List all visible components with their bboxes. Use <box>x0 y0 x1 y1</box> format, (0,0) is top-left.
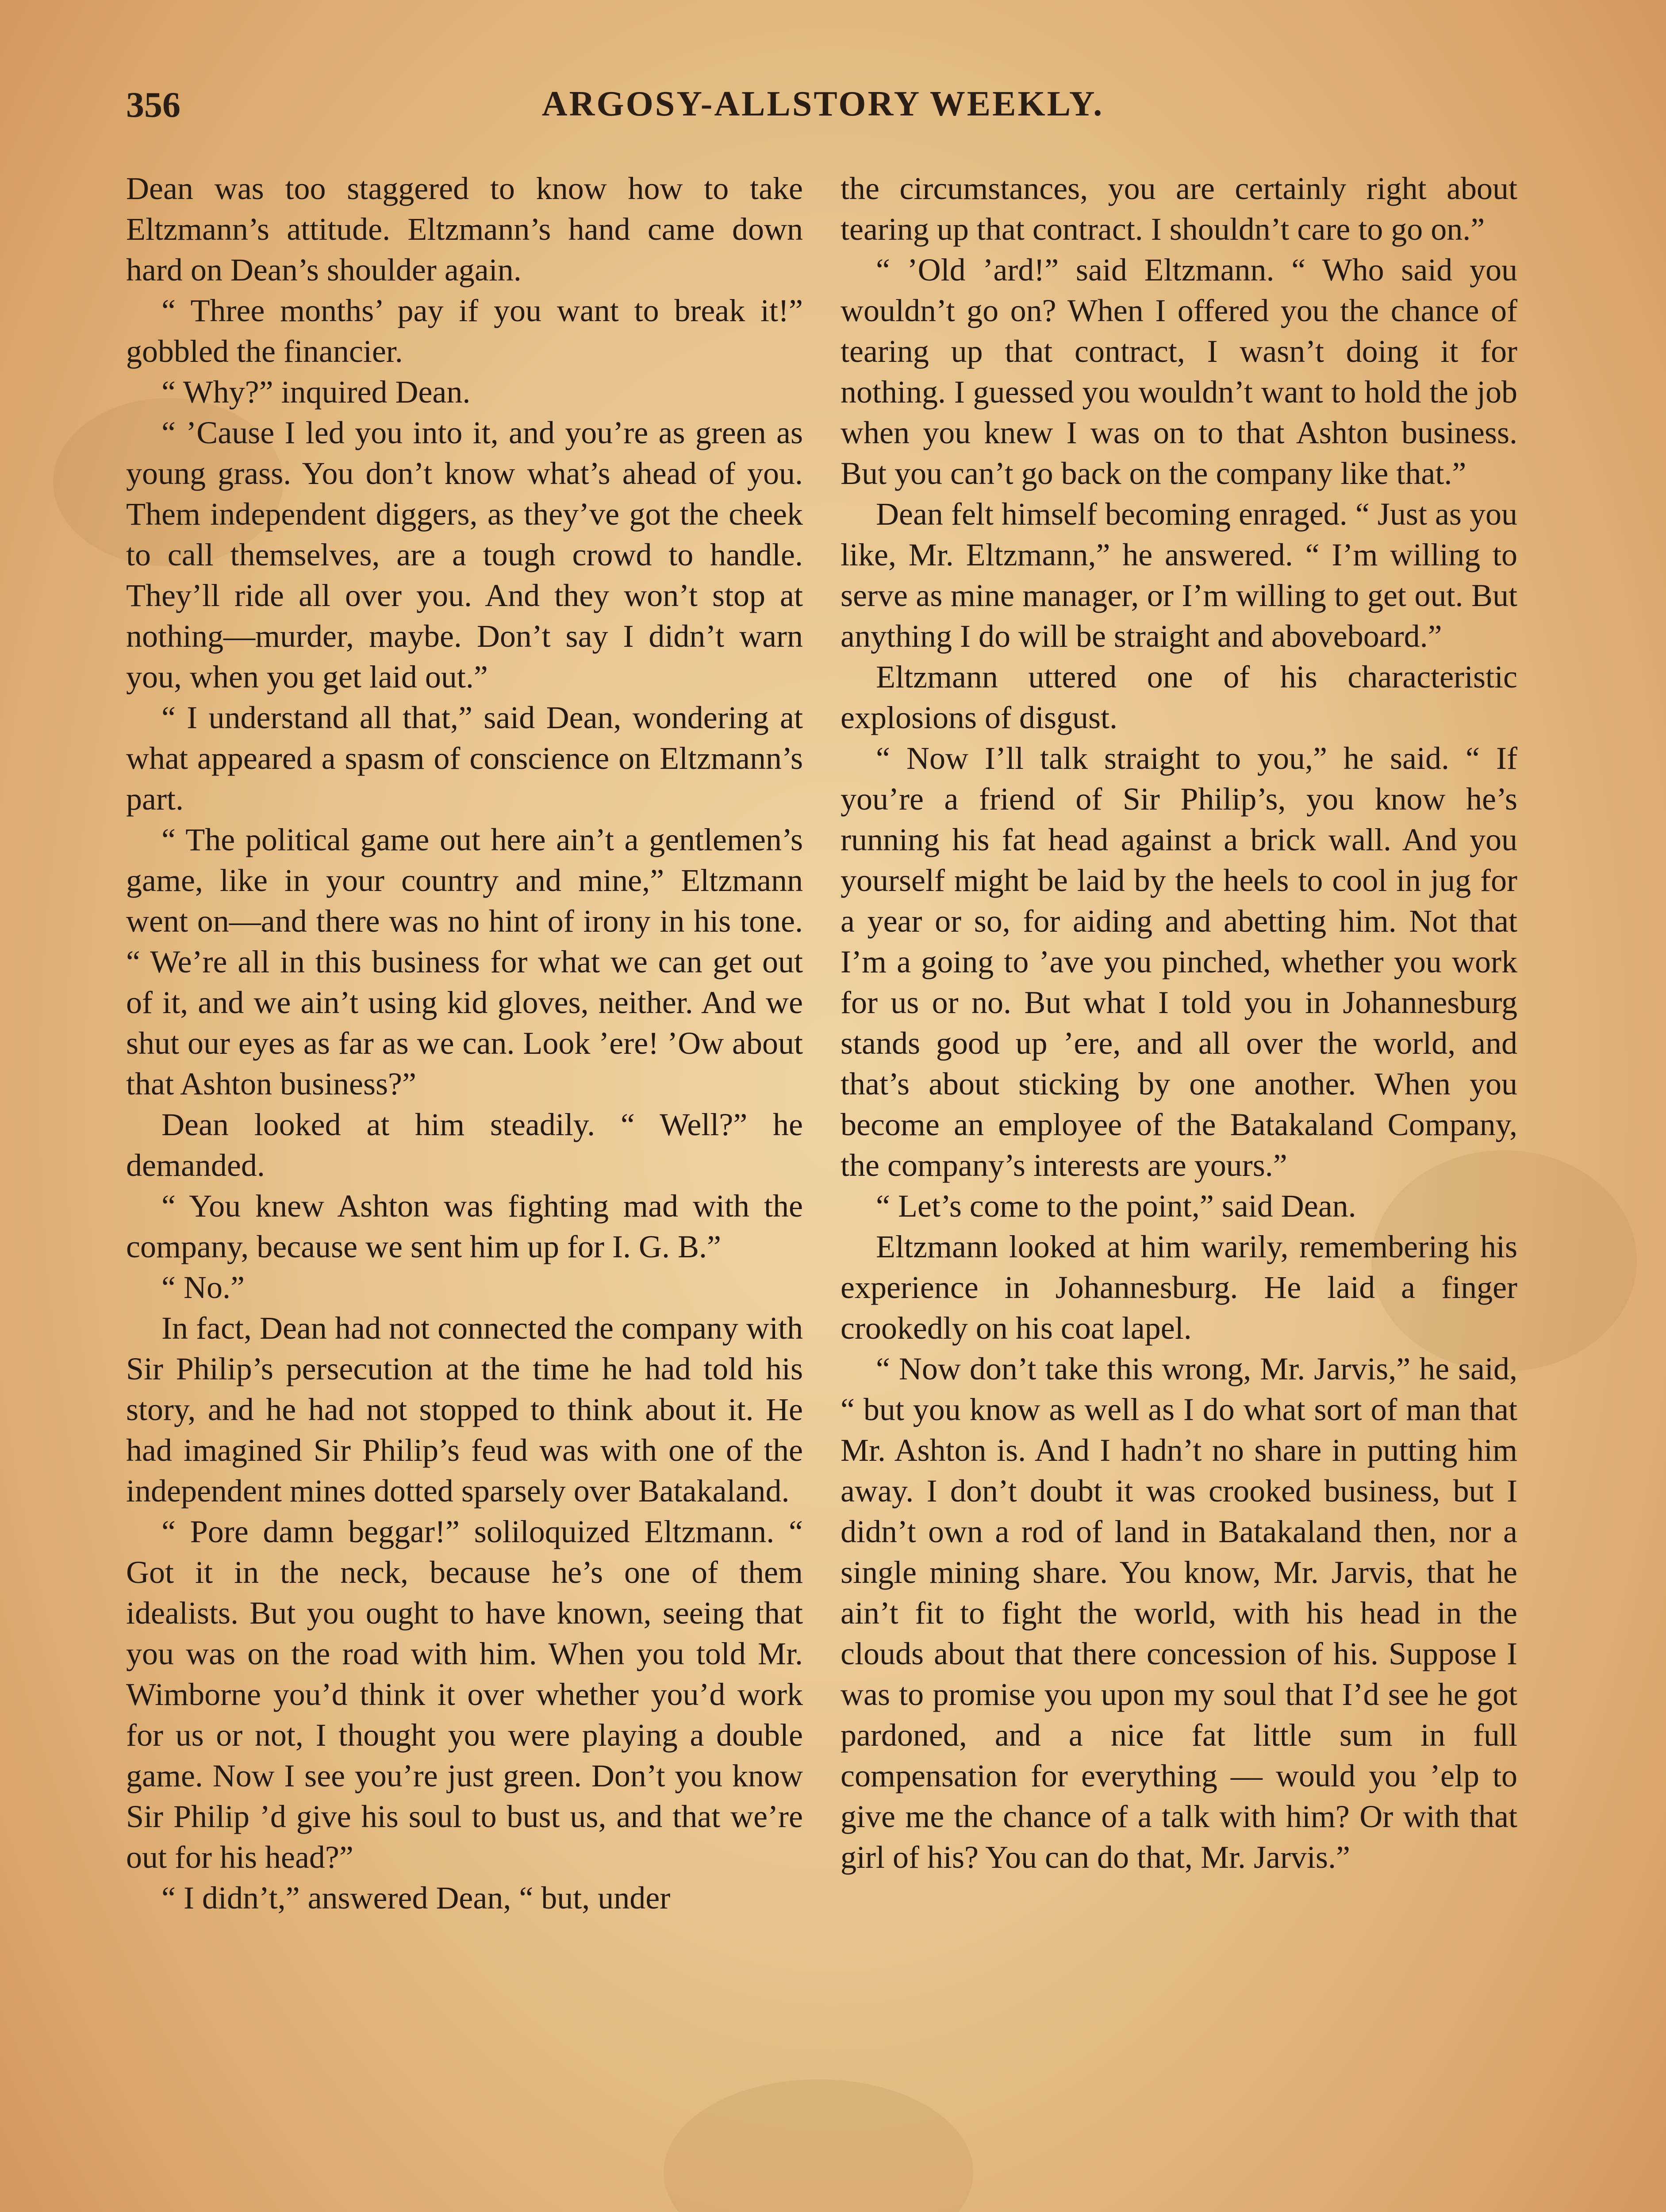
right-column <box>841 168 1517 2212</box>
paragraph: “ Pore damn beggar!” soliloquized Eltzmann. “ Got it in the neck, because he’s one of them idealists. But you ought to have known, seeing that you was on the road with him. When you told Mr. Wimborne you’d think it over whether you’d work for us or not, I thought you were playing a double game. Now I see you’re just green. Don’t you know Sir Philip ’d give his soul to bust us, and that we’re out for his head?” <box>126 1514 803 1875</box>
paragraph: Eltzmann uttered one of his characteristic explosions of disgust. <box>841 659 1517 735</box>
paragraph: “ ’Old ’ard!” said Eltzmann. “ Who said you wouldn’t go on? When I offered you the chance of tearing up that contract, I wasn’t doing it for nothing. I guessed you wouldn’t want to hold the job when you knew I was on to that Ashton business. But you can’t go back on the company like that.” <box>841 252 1517 491</box>
paragraph: “ No.” <box>161 1270 245 1305</box>
paragraph: “ I didn’t,” answered Dean, “ but, under <box>161 1880 671 1916</box>
left-column <box>126 168 803 2212</box>
paragraph: “ Now I’ll talk straight to you,” he said. “ If you’re a friend of Sir Philip’s, you know he’s running his fat head against a brick wall. And you yourself might be laid by the heels to cool in jug for a year or so, for aiding and abetting him. Not that I’m a going to ’ave you pinched, whether you work for us or no. But what I told you in Johannesburg stands good up ’ere, and all over the world, and that’s about sticking by one another. When you become an employee of the Batakaland Company, the company’s interests are yours.” <box>841 741 1517 1183</box>
paragraph: Eltzmann looked at him warily, remembering his experience in Johannesburg. He laid a finger crookedly on his coat lapel. <box>841 1229 1517 1346</box>
paragraph: the circumstances, you are certainly right about tearing up that contract. I shouldn’t care to go on.” <box>841 171 1517 247</box>
paragraph: “ Why?” inquired Dean. <box>161 374 471 410</box>
running-title: ARGOSY-ALLSTORY WEEKLY. <box>541 84 1104 123</box>
paragraph: “ Three months’ pay if you want to break it!” gobbled the financier. <box>126 293 803 369</box>
paragraph: “ Now don’t take this wrong, Mr. Jarvis,” he said, “ but you know as well as I do what sort of man that Mr. Ashton is. And I hadn’t no share in putting him away. I don’t doubt it was crooked business, but I didn’t own a rod of land in Batakaland then, nor a single mining share. You know, Mr. Jarvis, that he ain’t fit to fight the world, with his head in the clouds about that there concession of his. Suppose I was to promise you upon my soul that I’d see he got pardoned, and a nice fat little sum in full compensation for everything — would you ’elp to give me the chance of a talk with him? Or with that girl of his? You can do that, Mr. Jarvis.” <box>841 1351 1517 1875</box>
paragraph: Dean looked at him steadily. “ Well?” he demanded. <box>126 1107 803 1183</box>
paragraph: “ The political game out here ain’t a gentlemen’s game, like in your country and mine,” Eltzmann went on—and there was no hint of irony in his tone. “ We’re all in this business for what we can get out of it, and we ain’t using kid gloves, neither. And we shut our eyes as far as we can. Look ’ere! ’Ow about that Ashton business?” <box>126 822 803 1102</box>
paragraph: “ Let’s come to the point,” said Dean. <box>876 1188 1356 1224</box>
page-header <box>126 84 1520 137</box>
paragraph: “ I understand all that,” said Dean, wondering at what appeared a spasm of conscience on Eltzmann’s part. <box>126 700 803 817</box>
paragraph: Dean was too staggered to know how to take Eltzmann’s attitude. Eltzmann’s hand came down hard on Dean’s shoulder again. <box>126 171 803 288</box>
page-number: 356 <box>126 84 180 125</box>
paragraph: In fact, Dean had not connected the company with Sir Philip’s persecution at the time he had told his story, and he had not stopped to think about it. He had imagined Sir Philip’s feud was with one of the independent mines dotted sparsely over Batakaland. <box>126 1310 803 1509</box>
paragraph: “ ’Cause I led you into it, and you’re as green as young grass. You don’t know what’s ahead of you. Them independent diggers, as they’ve got the cheek to call themselves, are a tough crowd to handle. They’ll ride all over you. And they won’t stop at nothing—murder, maybe. Don’t say I didn’t warn you, when you get laid out.” <box>126 415 803 695</box>
paragraph: Dean felt himself becoming enraged. “ Just as you like, Mr. Eltzmann,” he answered. “ I’m willing to serve as mine manager, or I’m willing to get out. But anything I do will be straight and aboveboard.” <box>841 496 1517 654</box>
paragraph: “ You knew Ashton was fighting mad with the company, because we sent him up for I. G. B.” <box>126 1188 803 1264</box>
